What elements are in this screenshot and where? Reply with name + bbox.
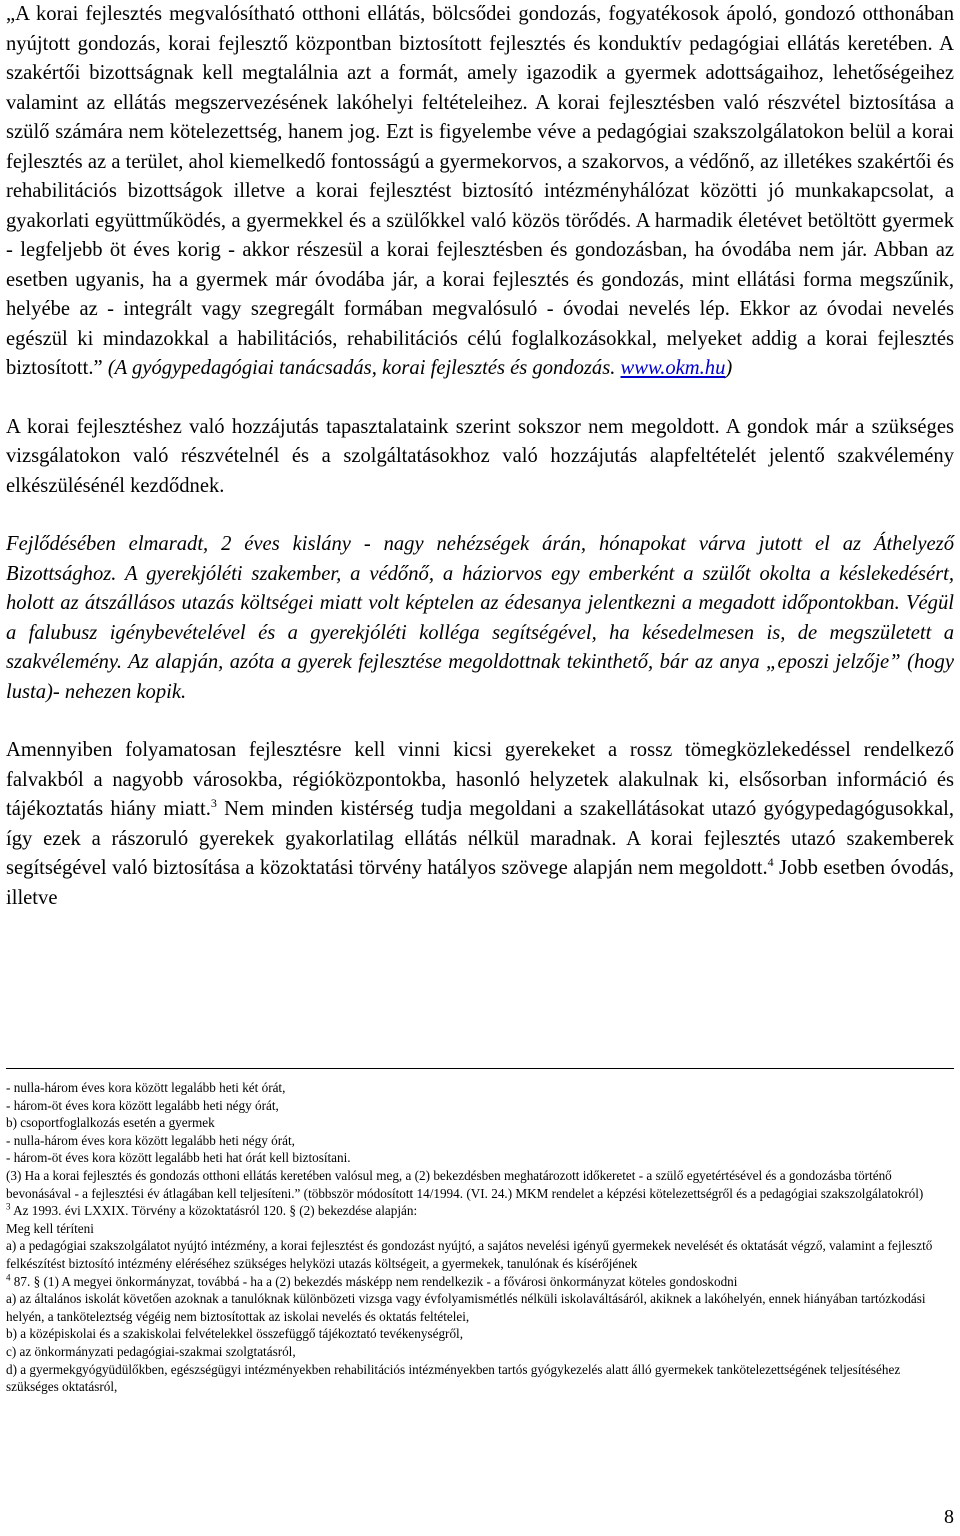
footnote-line: b) csoportfoglalkozás esetén a gyermek [6,1115,215,1131]
footnote-text: 87. § (1) A megyei önkormányzat, továbbá - ha a (2) bekezdés másképp nem rendelkezik - a fővárosi önkormányzat köteles gondoskodni [10,1273,738,1289]
paragraph-transport [6,736,954,913]
footnote-line: d) a gyermekgyógyüdülőkben, egészségügyi intézményekben rehabilitációs intézményekben tartós gyógykezelés alatt álló gyermekek tankötelezettségének teljesítéséhez szükséges oktatásról, [6,1361,901,1395]
citation-close: ) [725,357,733,379]
paragraph-text: Jobb esetben óvodás, illetve [6,857,954,909]
footnote-line: - nulla-három éves kora között legalább heti két órát, [6,1080,286,1095]
footnote-line: a) az általános iskolát követően azoknak a tanulóknak különbözeti vizsga vagy évfolyamismétlés nélküli iskolaváltásáról, akiknek a lakóhelyén, ennek hiányában tartózkodási helyén, a tanköteleztség végéig nem biztosítottak az iskolai nevelés és oktatás feltételei, [6,1291,926,1324]
footnotes [6,1079,954,1396]
footnote-line: - nulla-három éves kora között legalább heti négy órát, [6,1132,295,1148]
footnote-mark: 4 [6,1272,11,1283]
footnote-ref-3[interactable]: 3 [210,796,217,811]
quote-text: „A korai fejlesztés megvalósítható otthoni ellátás, bölcsődei gondozás, fogyatékosok ápoló, gondozó otthonában nyújtott gondozás, korai fejlesztő központban biztosított fejlesztés és konduktív pedagógiai ellátás keretében. A szakértői bizottságnak kell megtalálnia azt a formát, amely igazodik a gyermek adottságaihoz, lehetőségeihez valamint az ellátás megszervezésének lakóhelyi feltételeihez. A korai fejlesztésben való részvétel biztosítása a szülő számára nem kötelezettség, hanem jog. Ezt is figyelembe véve a pedagógiai szakszolgálatokon belül a korai fejlesztés az a terület, ahol kiemelkedő fontosságú a gyermekorvos, a szakorvos, a védőnő, az illetékes szakértői és rehabilitációs bizottságok illetve a korai fejlesztést biztosító intézményhálózat közötti jó munkakapcsolat, a gyakorlati együttműködés, a gyermekkel és a szülőkkel való közös törődés. A harmadik életévet betöltött gyermek - legfeljebb öt éves korig - akkor részesül a korai fejlesztésben és gondozásban, ha óvodába nem jár. Abban az esetben ugyanis, ha a gyermek már óvodába jár, a korai fejlesztés és gondozás, mint ellátási forma megszűnik, helyébe az - integrált vagy szegregált formában megvalósuló - óvodai nevelés lép. Ekkor az óvodai nevelés egészül ki mindazokkal a habilitációs, rehabilitációs célú foglalkozásokkal, melyeket addig a korai fejlesztés biztosított.” [6,3,954,379]
paragraph-text: Amennyiben folyamatosan fejlesztésre kell vinni kicsi gyerekeket a rossz tömegközlekedéssel rendelkező falvakból a nagyobb városokba, régióközpontokba, hasonló helyzetek alakulnak ki, elsősorban információ és tájékoztatás hiány miatt. [6,739,954,820]
footnote-line: - három-öt éves kora között legalább heti hat órát kell biztosítani. [6,1150,351,1166]
footnote-line: b) a középiskolai és a szakiskolai felvételekkel összefüggő tájékoztató tevékenységről, [6,1326,463,1342]
footnote-3 [6,1202,954,1220]
footnote-text: Az 1993. évi LXXIX. Törvény a közoktatásról 120. § (2) bekezdése alapján: [10,1203,418,1219]
footnote-mark: 3 [6,1201,11,1212]
footnote-divider [6,1068,954,1069]
footnote-line: (3) Ha a korai fejlesztés és gondozás otthoni ellátás keretében valósul meg, a (2) bekezdésben meghatározott időkeretet - a szülő egyetértésével és a gondozásba történő bevonásával - a fejlesztési év átlagában kell teljesíteni.” (többször módosított 14/1994. (VI. 24.) MKM rendelet a képzési kötelezettségről és a pedagógiai szakszolgálatokról) [6,1167,924,1201]
footnote-line: c) az önkormányzati pedagógiai-szakmai szolgtatásról, [6,1343,296,1359]
page-number: 8 [944,1506,954,1528]
footnote-4 [6,1273,954,1291]
main-text [6,0,954,913]
quoted-paragraph [6,0,954,384]
paragraph-text: Nem minden kistérség tudja megoldani a szakellátásokat utazó gyógypedagógusokkal, így ezek a rászoruló gyerekek gyakorlatilag ellátás nélkül maradnak. A korai fejlesztés utazó szakemberek segítségével való biztosítása a közoktatási törvény hatályos szövege alapján nem megoldott. [6,798,954,879]
footnote-line: Meg kell téríteni [6,1220,94,1236]
footnote-ref-4[interactable]: 4 [767,855,774,870]
footnote-line: - három-öt éves kora között legalább heti négy órát, [6,1097,279,1113]
citation-text: (A gyógypedagógiai tanácsadás, korai fejlesztés és gondozás. [102,357,621,379]
footnote-line: a) a pedagógiai szakszolgálatot nyújtó intézmény, a korai fejlesztést és gondozást nyújtó, a sajátos nevelési igényű gyermekek nevelését és oktatását végző, valamint a fejlesztő felkészítést biztosító intézmény eléréséhez szükséges helyközi utazás költségeit, a gyermekek, tanulónak és kísérőjének [6,1238,933,1271]
paragraph-access: A korai fejlesztéshez való hozzájutás tapasztalataink szerint sokszor nem megoldott. A gondok már a szükséges vizsgálatokon való részvételnél és a szolgáltatásokhoz való hozzájutás alapfeltételét jelentő szakvélemény elkészülésénél kezdődnek. [6,415,954,497]
okm-link[interactable]: www.okm.hu [620,357,726,379]
case-example-paragraph: Fejlődésében elmaradt, 2 éves kislány - nagy nehézségek árán, hónapokat várva jutott el az Áthelyező Bizottsághoz. A gyerekjóléti szakember, a védőnő, a háziorvos egy emberként a szülőt okolta a késlekedésért, holott az átszállásos utazás költségei miatt volt képtelen az édesanya jelentkezni a megadott időpontokban. Végül a falubusz igénybevételével és a gyerekjóléti kolléga segítségével, ha késedelmesen is, de megszületett a szakvélemény. Az alapján, azóta a gyerek fejlesztése megoldottnak tekinthető, bár az anya „eposzi jelzője” (hogy lusta)- nehezen kopik. [6,533,954,703]
